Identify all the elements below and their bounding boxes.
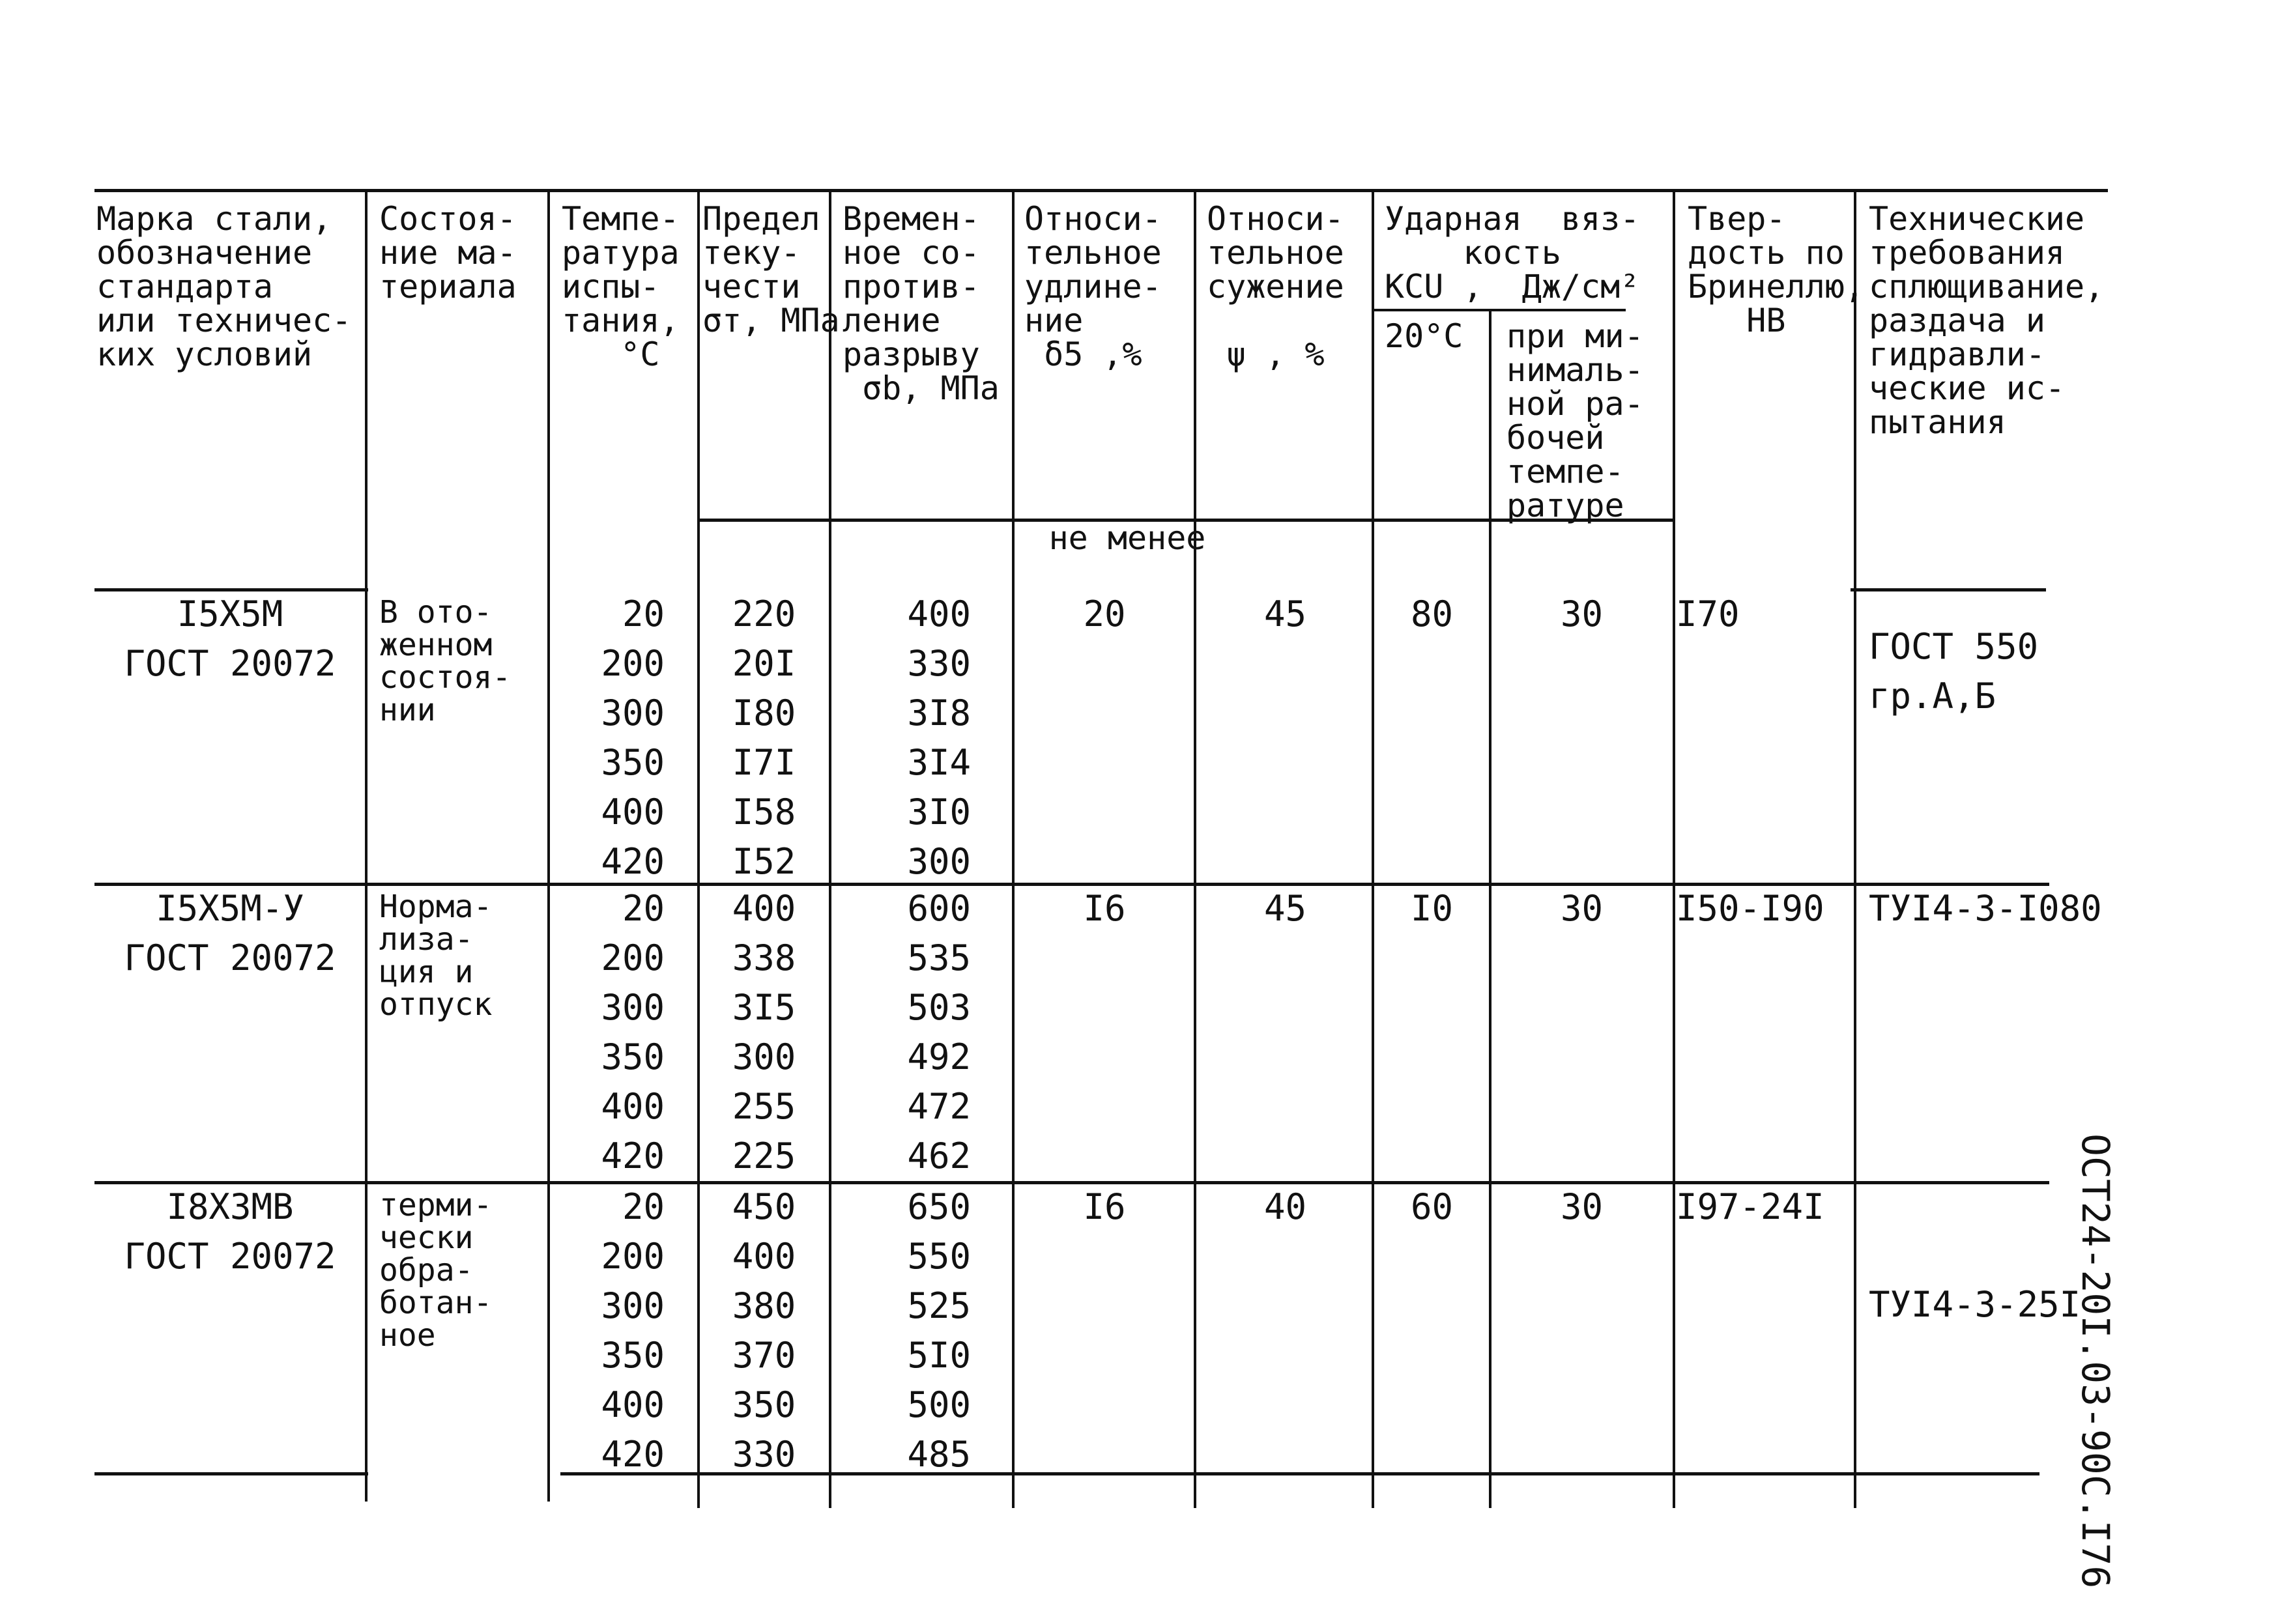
col-divider-hardness — [1673, 189, 1675, 1508]
yield-strength: I80 — [732, 692, 796, 734]
tensile-strength: 472 — [907, 1086, 971, 1127]
material-state: терми- чески обра- ботан- ное — [379, 1187, 493, 1354]
tensile-strength: 600 — [907, 888, 971, 929]
tensile-strength: 462 — [907, 1135, 971, 1176]
header-bottom-rule-right — [1851, 588, 2046, 591]
reduction-value: 40 — [1263, 1186, 1307, 1227]
col-divider-reduct — [1194, 189, 1196, 1508]
test-temperature: 400 — [601, 791, 665, 833]
header-impact: Ударная вяз- кость KCU , Дж/см² — [1385, 200, 1640, 306]
test-temperature: 300 — [601, 987, 665, 1028]
technical-requirement: ТУI4-3-I080 — [1869, 888, 2102, 929]
impact-subheader-rule — [1372, 309, 1626, 311]
test-temperature: 200 — [601, 643, 665, 684]
tensile-strength: 330 — [907, 643, 971, 684]
impact-20c-value: I0 — [1410, 888, 1454, 929]
header-state: Состоя- ние ма- териала — [379, 200, 517, 306]
impact-min-temp-value: 30 — [1560, 888, 1604, 929]
test-temperature: 20 — [622, 593, 665, 634]
test-temperature: 350 — [601, 1335, 665, 1376]
table-top-rule — [94, 189, 2108, 192]
header-impact-20c: 20°С — [1385, 317, 1463, 355]
hardness-value: I97-24I — [1676, 1186, 1824, 1227]
test-temperature: 400 — [601, 1384, 665, 1425]
tensile-strength: 650 — [907, 1186, 971, 1227]
yield-strength: 370 — [732, 1335, 796, 1376]
impact-min-temp-value: 30 — [1560, 1186, 1604, 1227]
tensile-strength: 492 — [907, 1036, 971, 1077]
yield-strength: 338 — [732, 937, 796, 978]
technical-requirement: ГОСТ 550 гр.А,Б — [1869, 626, 2039, 717]
tensile-strength: 550 — [907, 1236, 971, 1277]
header-hardness: Твер- дость по Бринеллю, НВ — [1688, 200, 1864, 339]
table-bottom-rule — [94, 1472, 368, 1475]
reduction-value: 45 — [1263, 888, 1307, 929]
tensile-strength: 3I0 — [907, 791, 971, 833]
header-impact-min-temp: при ми- нималь- ной ра- бочей темпе- ратуре — [1506, 317, 1644, 524]
yield-strength: I52 — [732, 841, 796, 882]
test-temperature: 200 — [601, 937, 665, 978]
elongation-value: I6 — [1083, 1186, 1126, 1227]
tensile-strength: 300 — [907, 841, 971, 882]
steel-grade: I5Х5М ГОСТ 20072 — [124, 593, 336, 684]
yield-strength: 225 — [732, 1135, 796, 1176]
test-temperature: 350 — [601, 1036, 665, 1077]
elongation-value: 20 — [1083, 593, 1126, 634]
col-divider-yield — [697, 189, 700, 1508]
yield-strength: I58 — [732, 791, 796, 833]
yield-strength: 20I — [732, 643, 796, 684]
impact-min-temp-value: 30 — [1560, 593, 1604, 634]
header-temperature: Темпе- ратура испы- тания, °С — [562, 200, 680, 373]
tensile-strength: 5I0 — [907, 1335, 971, 1376]
col-divider-impact-min — [1489, 309, 1491, 1508]
test-temperature: 420 — [601, 841, 665, 882]
elongation-value: I6 — [1083, 888, 1126, 929]
header-grade: Марка стали, обозначение стандарта или техничес- ких условий — [96, 200, 352, 373]
yield-strength: 220 — [732, 593, 796, 634]
hardness-value: I70 — [1676, 593, 1740, 634]
col-divider-tech — [1854, 189, 1856, 1508]
header-yield-strength: Предел теку- чести σт, МПа — [702, 200, 840, 339]
header-reduction: Относи- тельное сужение ψ , % — [1207, 200, 1344, 373]
material-state: В ото- женном состоя- нии — [379, 594, 512, 728]
col-divider-tensile — [829, 189, 831, 1508]
hardness-value: I50-I90 — [1676, 888, 1824, 929]
tensile-strength: 535 — [907, 937, 971, 978]
tensile-strength: 503 — [907, 987, 971, 1028]
yield-strength: I7I — [732, 742, 796, 783]
impact-20c-value: 60 — [1410, 1186, 1454, 1227]
tensile-strength: 500 — [907, 1384, 971, 1425]
col-divider-state — [365, 189, 367, 1502]
yield-strength: 400 — [732, 888, 796, 929]
test-temperature: 420 — [601, 1434, 665, 1475]
yield-strength: 380 — [732, 1285, 796, 1326]
test-temperature: 20 — [622, 888, 665, 929]
impact-20c-value: 80 — [1410, 593, 1454, 634]
yield-strength: 3I5 — [732, 987, 796, 1028]
yield-strength: 350 — [732, 1384, 796, 1425]
col-divider-impact — [1372, 189, 1374, 1508]
test-temperature: 20 — [622, 1186, 665, 1227]
technical-requirement: ТУI4-3-25I — [1869, 1284, 2081, 1325]
test-temperature: 300 — [601, 1285, 665, 1326]
test-temperature: 300 — [601, 692, 665, 734]
tensile-strength: 3I8 — [907, 692, 971, 734]
test-temperature: 350 — [601, 742, 665, 783]
tensile-strength: 485 — [907, 1434, 971, 1475]
steel-grade: I8Х3МВ ГОСТ 20072 — [124, 1186, 336, 1277]
tensile-strength: 3I4 — [907, 742, 971, 783]
header-technical-requirements: Технические требования сплющивание, раздача и гидравли- ческие ис- пытания — [1869, 200, 2105, 441]
header-not-less: не менее — [1048, 519, 1206, 557]
material-state: Норма- лиза- ция и отпуск — [379, 889, 493, 1023]
steel-grade: I5Х5М-У ГОСТ 20072 — [124, 888, 336, 978]
tensile-strength: 525 — [907, 1285, 971, 1326]
reduction-value: 45 — [1263, 593, 1307, 634]
tensile-strength: 400 — [907, 593, 971, 634]
yield-strength: 300 — [732, 1036, 796, 1077]
yield-strength: 450 — [732, 1186, 796, 1227]
test-temperature: 420 — [601, 1135, 665, 1176]
yield-strength: 330 — [732, 1434, 796, 1475]
header-tensile-strength: Времен- ное со- против- ление разрыву σb, МПа — [843, 200, 1000, 407]
yield-strength: 255 — [732, 1086, 796, 1127]
header-elongation: Относи- тельное удлине- ние δ5 ,% — [1024, 200, 1162, 373]
col-divider-elong — [1012, 189, 1015, 1508]
test-temperature: 400 — [601, 1086, 665, 1127]
test-temperature: 200 — [601, 1236, 665, 1277]
document-code-label: ОСТ24-20I.03-90С.I76 — [2073, 1133, 2118, 1589]
col-divider-temp — [547, 189, 550, 1502]
yield-strength: 400 — [732, 1236, 796, 1277]
